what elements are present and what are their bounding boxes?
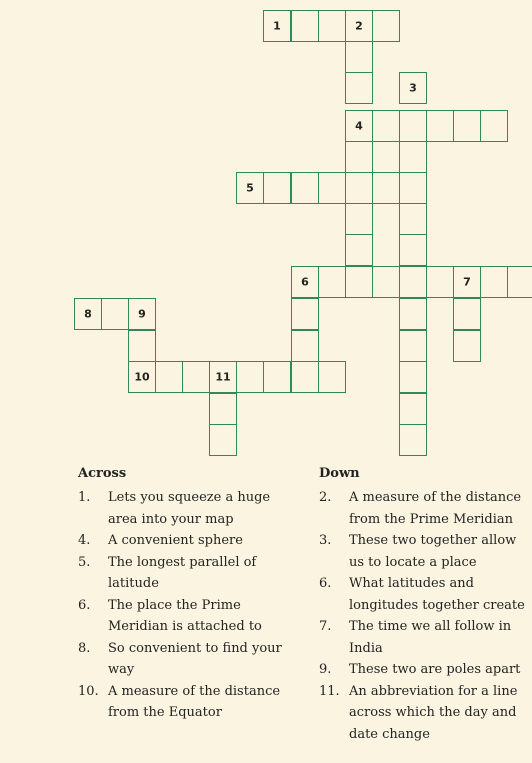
crossword-cell[interactable] (426, 266, 454, 298)
clue-number-label: 1 (273, 19, 281, 33)
crossword-cell[interactable] (128, 330, 156, 362)
clue-across-1 (78, 487, 293, 530)
crossword-cell[interactable] (182, 361, 210, 393)
crossword-cell[interactable] (345, 141, 373, 173)
clue-across-10 (78, 681, 293, 724)
crossword-cell[interactable] (399, 393, 427, 425)
clue-number: 6. (78, 597, 91, 613)
clue-number-label: 5 (246, 181, 254, 195)
clue-across-8 (78, 638, 293, 681)
clue-number: 8. (78, 640, 91, 656)
crossword-cell[interactable] (453, 266, 481, 298)
clue-down-11 (319, 681, 529, 746)
clue-text: So convenient to find your way (108, 640, 282, 677)
crossword-cell[interactable] (399, 203, 427, 235)
crossword-cell[interactable] (399, 72, 427, 104)
crossword-cell[interactable] (291, 266, 319, 298)
clue-number: 3. (319, 533, 332, 548)
clue-number-label: 4 (355, 119, 363, 133)
crossword-cell[interactable] (399, 110, 427, 142)
crossword-cell[interactable] (318, 361, 346, 393)
crossword-cell[interactable] (74, 298, 102, 330)
clue-text: What latitudes and longitudes together create (349, 576, 525, 613)
clue-text: A convenient sphere (108, 533, 243, 548)
clue-number: 2. (319, 490, 332, 505)
clue-down-7 (319, 616, 529, 659)
clue-text: A measure of the distance from the Equator (108, 683, 281, 720)
clue-text: A measure of the distance from the Prime Meridian (349, 490, 522, 527)
crossword-cell[interactable] (209, 424, 237, 456)
crossword-cell[interactable] (291, 172, 319, 204)
clue-down-6 (319, 573, 529, 616)
crossword-cell[interactable] (318, 172, 346, 204)
crossword-cell[interactable] (399, 234, 427, 266)
clue-text: An abbreviation for a line across which the day and date change (349, 683, 518, 742)
across-heading: Across (78, 466, 127, 481)
clue-number: 7. (319, 619, 332, 634)
crossword-cell[interactable] (480, 110, 508, 142)
crossword-cell[interactable] (291, 361, 319, 393)
crossword-cell[interactable] (453, 330, 481, 362)
clue-text: The time we all follow in India (349, 619, 512, 656)
crossword-cell[interactable] (209, 361, 237, 393)
clue-number-label: 9 (138, 307, 146, 321)
clue-number: 4. (78, 533, 91, 548)
clue-down-2 (319, 487, 529, 530)
crossword-cell[interactable] (263, 10, 291, 42)
clue-number-label: 7 (463, 275, 471, 289)
crossword-cell[interactable] (128, 298, 156, 330)
crossword-cell[interactable] (318, 266, 346, 298)
crossword-cell[interactable] (399, 361, 427, 393)
crossword-cell[interactable] (480, 266, 508, 298)
clue-number-label: 6 (301, 275, 309, 289)
crossword-cell[interactable] (453, 110, 481, 142)
clue-text: These two together allow us to locate a place (349, 533, 517, 570)
clue-number: 6. (319, 576, 332, 591)
clue-number: 9. (319, 662, 332, 677)
clue-text: Lets you squeeze a huge area into your map (108, 490, 271, 527)
clue-number-label: 10 (134, 370, 150, 384)
crossword-cell[interactable] (345, 203, 373, 235)
crossword-cell[interactable] (345, 41, 373, 73)
crossword-cell[interactable] (507, 266, 532, 298)
crossword-cell[interactable] (453, 298, 481, 330)
crossword-cell[interactable] (263, 361, 291, 393)
clue-number: 5. (78, 554, 91, 570)
crossword-cell[interactable] (399, 172, 427, 204)
clue-number-label: 8 (84, 307, 92, 321)
crossword-cell[interactable] (155, 361, 183, 393)
clue-number-label: 3 (409, 81, 417, 95)
crossword-cell[interactable] (372, 266, 400, 298)
crossword-cell[interactable] (372, 110, 400, 142)
crossword-cell[interactable] (345, 110, 373, 142)
crossword-cell[interactable] (345, 234, 373, 266)
crossword-cell[interactable] (372, 10, 400, 42)
clue-number: 11. (319, 683, 340, 699)
clue-text: These two are poles apart (349, 662, 521, 677)
clue-across-5 (78, 552, 293, 595)
crossword-cell[interactable] (345, 10, 373, 42)
crossword-cell[interactable] (345, 266, 373, 298)
crossword-cell[interactable] (399, 330, 427, 362)
crossword-cell[interactable] (345, 72, 373, 104)
crossword-cell[interactable] (236, 172, 264, 204)
clue-number: 1. (78, 490, 91, 505)
crossword-cell[interactable] (399, 266, 427, 298)
down-clues (319, 466, 529, 745)
crossword-cell[interactable] (372, 172, 400, 204)
crossword-cell[interactable] (101, 298, 129, 330)
crossword-cell[interactable] (236, 361, 264, 393)
crossword-cell[interactable] (128, 361, 156, 393)
clue-down-3 (319, 530, 529, 573)
clue-down-9 (319, 659, 529, 681)
crossword-cell[interactable] (263, 172, 291, 204)
crossword-cell[interactable] (399, 141, 427, 173)
crossword-cell[interactable] (399, 298, 427, 330)
clue-number-label: 2 (355, 19, 363, 33)
down-heading: Down (319, 466, 360, 481)
across-clues (78, 466, 293, 724)
crossword-cell[interactable] (209, 393, 237, 425)
crossword-cell[interactable] (345, 172, 373, 204)
crossword-cell[interactable] (291, 330, 319, 362)
clue-across-6 (78, 595, 293, 638)
crossword-cell[interactable] (291, 298, 319, 330)
crossword-cell[interactable] (426, 110, 454, 142)
clue-text: The place the Prime Meridian is attached to (108, 597, 262, 634)
clue-number: 10. (78, 683, 99, 699)
clue-text: The longest parallel of latitude (108, 554, 257, 591)
crossword-cell[interactable] (318, 10, 346, 42)
crossword-cell[interactable] (399, 424, 427, 456)
crossword-cell[interactable] (291, 10, 319, 42)
clue-number-label: 11 (215, 370, 231, 384)
clue-across-4 (78, 530, 293, 552)
